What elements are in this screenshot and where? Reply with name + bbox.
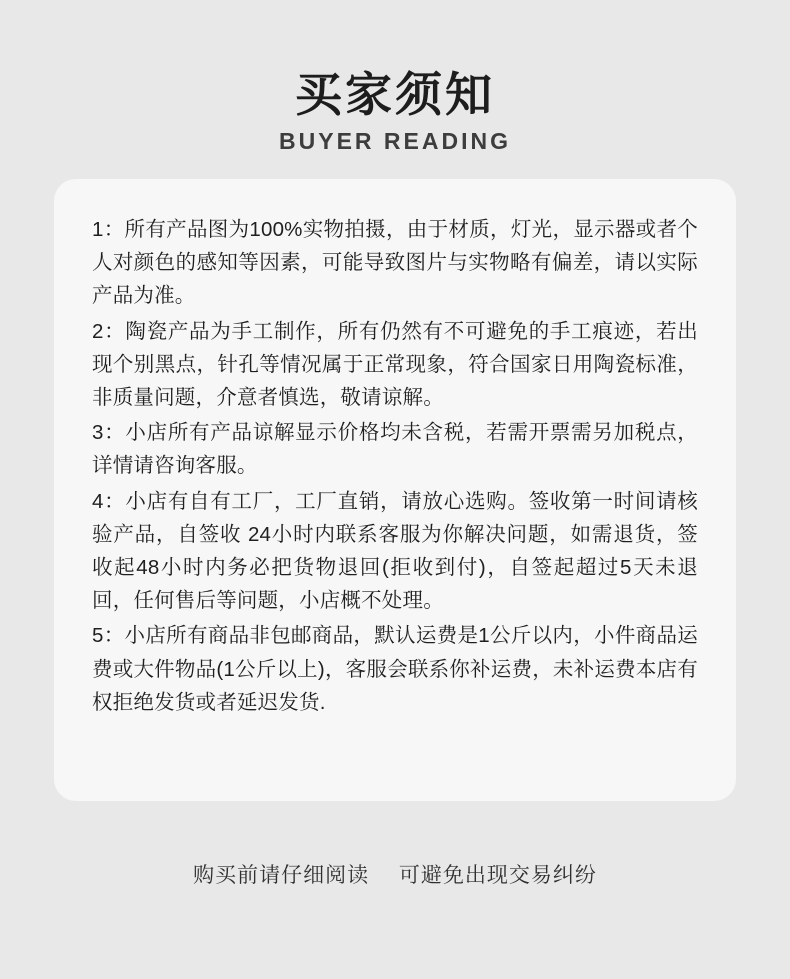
page-header — [0, 68, 790, 155]
notice-item: 2：陶瓷产品为手工制作，所有仍然有不可避免的手工痕迹，若出现个别黑点，针孔等情况属于正常现象，符合国家日用陶瓷标准，非质量问题，介意者慎选，敬请谅解。 — [92, 319, 698, 410]
notice-item: 1：所有产品图为100%实物拍摄，由于材质，灯光，显示器或者个人对颜色的感知等因素，可能导致图片与实物略有偏差，请以实际产品为准。 — [92, 218, 698, 308]
notice-item: 5：小店所有商品非包邮商品，默认运费是1公斤以内，小件商品运费或大件物品(1公斤以上)，客服会联系你补运费，未补运费本店有权拒绝发货或者延迟发货. — [92, 624, 698, 714]
notice-card — [54, 179, 736, 801]
footer-note — [0, 859, 790, 889]
page-subtitle: BUYER READING — [279, 128, 511, 155]
notice-item: 4：小店有自有工厂，工厂直销，请放心选购。签收第一时间请核验产品，自签收 24小时内联系客服为你解决问题，如需退货，签收起48小时内务必把货物退回(拒收到付)，自签起超过5天未退回，任何售后等问题，小店概不处理。 — [92, 489, 698, 613]
footer-right-text: 可避免出现交易纠纷 — [398, 864, 597, 888]
notice-item: 3：小店所有产品谅解显示价格均未含税，若需开票需另加税点，详情请咨询客服。 — [92, 421, 698, 478]
page-title: 买家须知 — [295, 68, 495, 121]
footer-left-text: 购买前请仔细阅读 — [193, 864, 370, 888]
